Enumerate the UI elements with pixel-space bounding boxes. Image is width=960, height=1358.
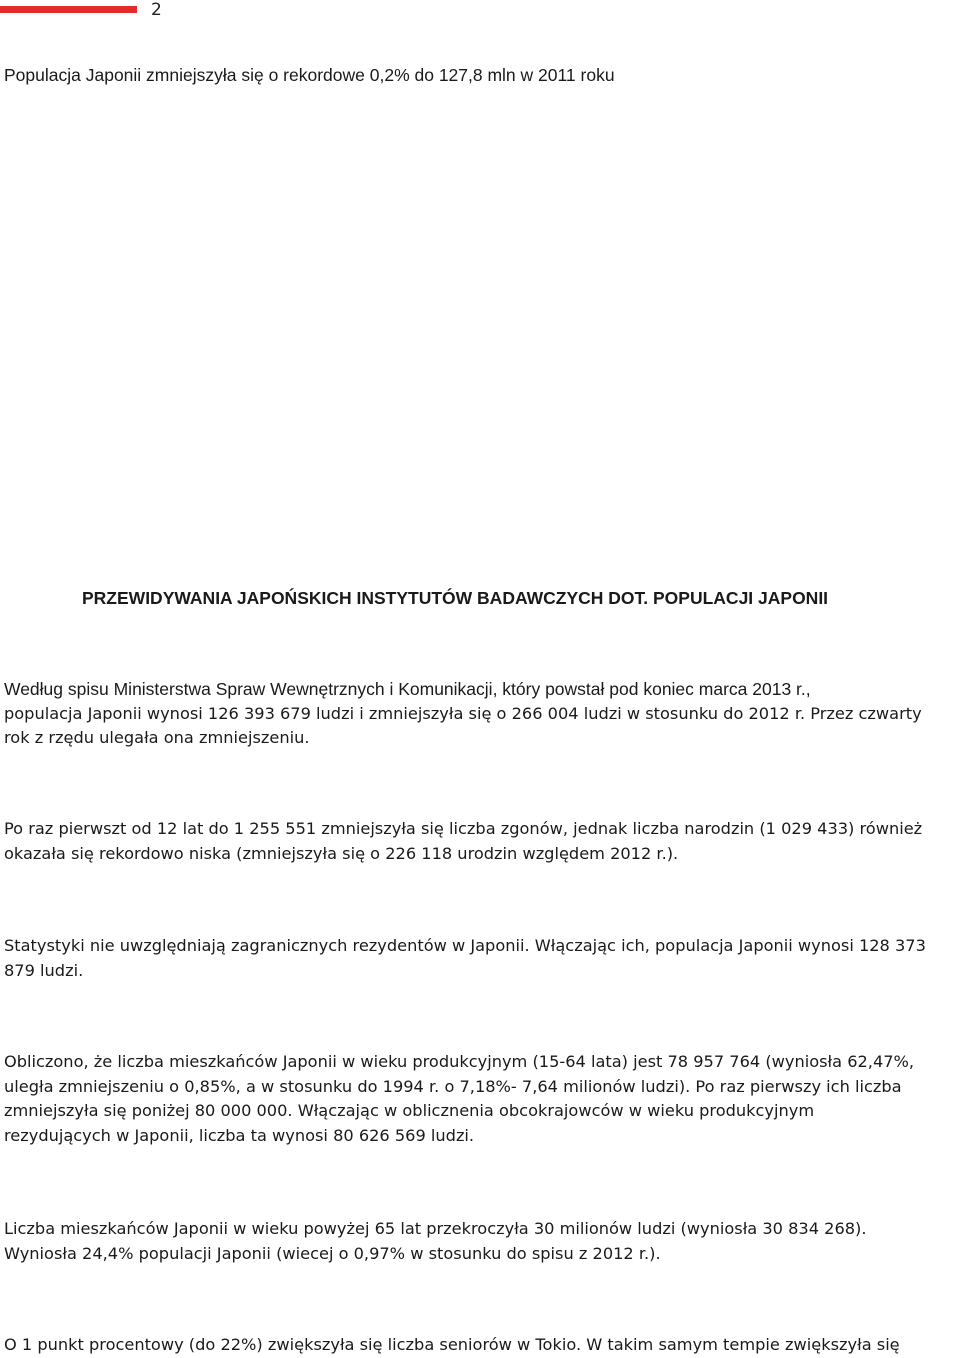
paragraph-seniors — [4, 1217, 867, 1266]
paragraph-line: Wyniosła 24,4% populacji Japonii (wiecej o 0,97% w stosunku do spisu z 2012 r.). — [4, 1243, 661, 1263]
paragraph-line: Statystyki nie uwzględniają zagranicznych rezydentów w Japonii. Włączając ich, populacja Japonii wynosi 128 373 — [4, 936, 926, 955]
paragraph-line: uległa zmniejszeniu o 0,85%, a w stosunku do 1994 r. o 7,18%- 7,64 milionów ludzi). Po raz pierwszy ich liczba — [4, 1076, 902, 1096]
paragraph-tokyo-seniors — [4, 1333, 900, 1358]
paragraph-births-deaths — [4, 817, 922, 866]
paragraph-line: Według spisu Ministerstwa Spraw Wewnętrznych i Komunikacji, który powstał pod koniec marca 2013 r., — [4, 679, 811, 699]
paragraph-line: rok z rzędu ulegała ona zmniejszeniu. — [4, 728, 310, 747]
paragraph-line: zmniejszyła się poniżej 80 000 000. Włączając w oblicznenia obcokrajowców w wieku produkcyjnym — [4, 1101, 815, 1120]
lead-headline: Populacja Japonii zmniejszyła się o rekordowe 0,2% do 127,8 mln w 2011 roku — [4, 65, 615, 85]
header-accent-bar — [0, 6, 137, 13]
paragraph-line: O 1 punkt procentowy (do 22%) zwiększyła się liczba seniorów w Tokio. W takim samym tempie zwiększyła się — [4, 1335, 900, 1354]
paragraph-census — [4, 677, 922, 751]
paragraph-foreign-residents — [4, 934, 926, 983]
paragraph-line: okazała się rekordowo niska (zmniejszyła się o 226 118 urodzin względem 2012 r.). — [4, 843, 679, 863]
paragraph-line: Liczba mieszkańców Japonii w wieku powyżej 65 lat przekroczyła 30 milionów ludzi (wyniosła 30 834 268). — [4, 1219, 867, 1238]
paragraph-working-age — [4, 1050, 914, 1148]
paragraph-line: 879 ludzi. — [4, 960, 84, 980]
section-heading: PRZEWIDYWANIA JAPOŃSKICH INSTYTUTÓW BADAWCZYCH DOT. POPULACJI JAPONII — [82, 588, 829, 608]
paragraph-line: populacja Japonii wynosi 126 393 679 ludzi i zmniejszyła się o 266 004 ludzi w stosunku do 2012 r. Przez czwarty — [4, 703, 922, 723]
paragraph-line: rezydujących w Japonii, liczba ta wynosi 80 626 569 ludzi. — [4, 1125, 475, 1145]
page-number: 2 — [151, 0, 162, 20]
paragraph-line: Obliczono, że liczba mieszkańców Japonii w wieku produkcyjnym (15-64 lata) jest 78 957 764 (wyniosła 62,47%, — [4, 1052, 915, 1071]
paragraph-line: Po raz pierwszt od 12 lat do 1 255 551 zmniejszyła się liczba zgonów, jednak liczba narodzin (1 029 433) również — [4, 819, 923, 838]
